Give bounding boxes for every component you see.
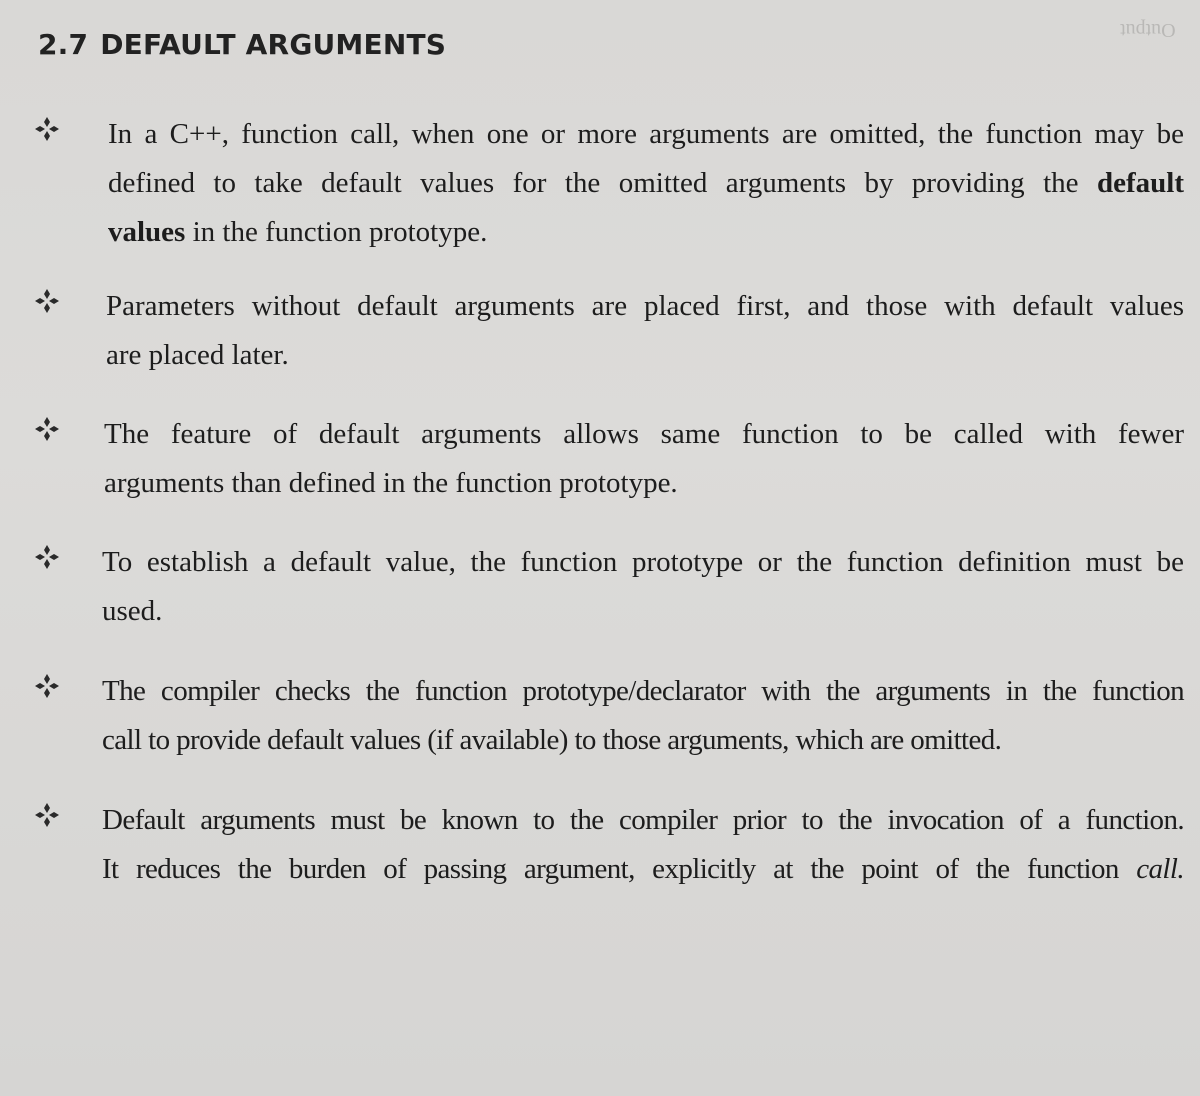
bullet-text — [102, 538, 1184, 636]
bullet-line: Default arguments must be known to the compiler prior to the invocation of a function. — [102, 804, 1184, 836]
four-diamond-bullet-icon — [34, 802, 60, 828]
bullet-text — [108, 110, 1184, 257]
bullet-text — [102, 667, 1184, 765]
bullet-line: arguments than defined in the function prototype. — [104, 467, 678, 499]
four-diamond-bullet-icon — [34, 116, 60, 142]
bullet-line: Parameters without default arguments are placed first, and those with default values — [106, 290, 1184, 322]
bullet-line — [102, 845, 1184, 894]
section-heading — [38, 28, 446, 61]
section-number: 2.7 — [38, 28, 89, 61]
four-diamond-bullet-icon — [34, 288, 60, 314]
bullet-line: In a C++, function call, when one or more arguments are omitted, the function may be — [108, 118, 1184, 150]
four-diamond-bullet-icon — [34, 673, 60, 699]
bullet-text — [106, 282, 1184, 380]
bullet-text — [102, 796, 1184, 894]
text-run: It reduces the burden of passing argument, explicitly at the point of the function — [102, 853, 1137, 885]
bullet-line: used. — [102, 595, 163, 627]
italic-term: call. — [1136, 853, 1184, 885]
bullet-line: The feature of default arguments allows same function to be called with fewer — [104, 418, 1184, 450]
bullet-line: To establish a default value, the function prototype or the function definition must be — [102, 546, 1184, 578]
bullet-line — [108, 208, 1184, 257]
bullet-line: The compiler checks the function prototype/declarator with the arguments in the function — [102, 675, 1184, 707]
bullet-line: call to provide default values (if available) to those arguments, which are omitted. — [102, 724, 1002, 756]
section-title: DEFAULT ARGUMENTS — [100, 28, 447, 61]
text-run: defined to take default values for the omitted arguments by providing the — [108, 167, 1097, 199]
bold-term: default — [1097, 167, 1184, 199]
text-run: in the function prototype. — [185, 216, 488, 248]
bullet-line — [108, 159, 1184, 208]
bold-term: values — [108, 216, 186, 248]
four-diamond-bullet-icon — [34, 416, 60, 442]
four-diamond-bullet-icon — [34, 544, 60, 570]
bullet-text — [104, 410, 1184, 508]
faded-corner-text: Output — [1120, 19, 1176, 41]
bullet-line: are placed later. — [106, 339, 289, 371]
